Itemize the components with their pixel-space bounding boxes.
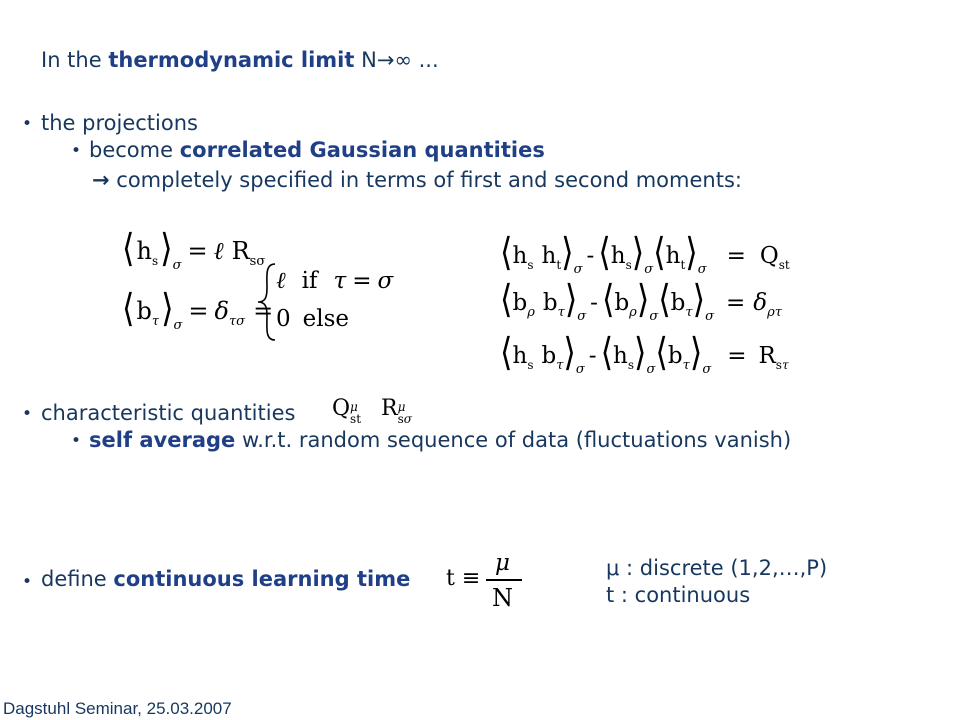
equation-order-parameters: Q μ st R μ sσ (332, 396, 412, 426)
equation-time-denominator: N (492, 584, 513, 612)
equation-q-covariance: ⟨hs ht⟩σ- ⟨hs⟩σ⟨ht⟩σ= Qst (500, 229, 790, 277)
bullet-dot-icon: • (71, 431, 82, 451)
arrow-icon: → (376, 48, 395, 72)
equation-time-numerator: μ (495, 550, 510, 576)
equation-b-mean: ⟨bτ⟩σ= δτσ = (122, 285, 274, 333)
bullet-dot-icon: • (22, 114, 33, 134)
note-t-continuous: t : continuous (606, 583, 751, 607)
bullet-characteristic: characteristic quantities (41, 401, 296, 425)
heading-suffix: N (354, 48, 377, 72)
sub-bullet-moments-text: completely specified in terms of first and second moments: (109, 168, 742, 192)
sub-bullet-gaussian (89, 140, 545, 161)
equation-h-mean: ⟨hs⟩σ= ℓ Rsσ (122, 225, 266, 273)
bullet-dot-icon: • (71, 141, 82, 161)
piecewise-case-2: 0 else (276, 306, 350, 332)
sub-bullet-self-average (89, 430, 791, 451)
sub-bullet-moments (92, 170, 742, 191)
sub-bullet-gaussian-emphasis: correlated Gaussian quantities (179, 138, 545, 162)
bullet-learning-time (41, 569, 410, 590)
heading (41, 50, 439, 71)
bullet-dot-icon: • (22, 572, 33, 592)
bullet-projections: the projections (41, 111, 198, 135)
sub-bullet-self-average-emphasis: self average (89, 428, 236, 452)
heading-emphasis: thermodynamic limit (108, 48, 355, 72)
bullet-learning-time-emphasis: continuous learning time (113, 567, 411, 591)
sub-bullet-gaussian-prefix: become (89, 138, 180, 162)
equation-r-covariance: ⟨hs bτ⟩σ- ⟨hs⟩σ⟨bτ⟩σ= Rsτ (500, 329, 789, 377)
note-mu-discrete: μ : discrete (1,2,…,P) (606, 556, 828, 580)
footer: Dagstuhl Seminar, 25.03.2007 (3, 699, 232, 718)
bullet-learning-time-prefix: define (41, 567, 114, 591)
equation-b-covariance: ⟨bρ bτ⟩σ- ⟨bρ⟩σ⟨bτ⟩σ= δρτ (500, 276, 782, 324)
equation-time-def-lhs: t ≡ (446, 566, 481, 591)
fraction-bar (486, 579, 522, 581)
sub-bullet-self-average-text: w.r.t. random sequence of data (fluctuations vanish) (235, 428, 792, 452)
heading-tail: ∞ ... (394, 48, 439, 72)
bullet-dot-icon: • (22, 404, 33, 424)
piecewise-case-1: ℓ if τ = σ (276, 268, 394, 294)
arrow-right-icon: → (92, 168, 110, 192)
heading-prefix: In the (41, 48, 109, 72)
